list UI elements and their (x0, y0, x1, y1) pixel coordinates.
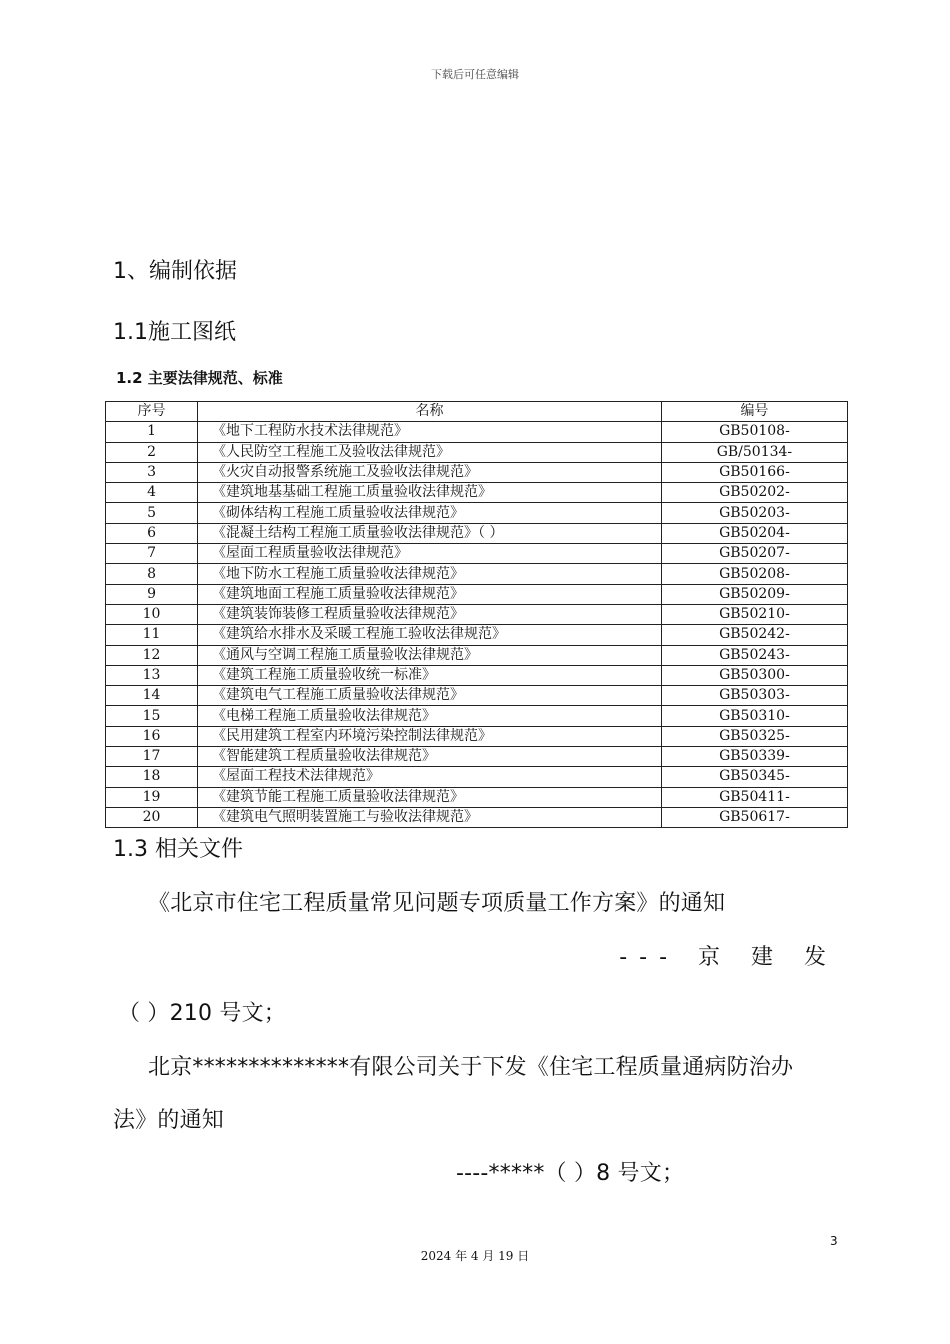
table-cell-seq: 1 (106, 422, 198, 442)
table-row (106, 625, 848, 645)
table-cell-code: GB50242- (661, 625, 847, 645)
table-cell-seq: 4 (106, 483, 198, 503)
table-cell-name: 《民用建筑工程室内环境污染控制法律规范》 (198, 726, 662, 746)
table-cell-code: GB50202- (661, 483, 847, 503)
related-doc-1-issuer: --- 京 建 发 (619, 945, 838, 970)
column-header-code: 编号 (661, 402, 847, 422)
table-cell-code: GB50617- (661, 807, 847, 827)
table-cell-code: GB50345- (661, 767, 847, 787)
table-body (106, 422, 848, 828)
table-cell-code: GB50203- (661, 503, 847, 523)
table-cell-code: GB50108- (661, 422, 847, 442)
table-row (106, 665, 848, 685)
table-cell-name: 《建筑工程施工质量验收统一标准》 (198, 665, 662, 685)
table-cell-name: 《建筑地基基础工程施工质量验收法律规范》 (198, 483, 662, 503)
table-row (106, 747, 848, 767)
table-row (106, 483, 848, 503)
table-cell-name: 《建筑节能工程施工质量验收法律规范》 (198, 787, 662, 807)
table-cell-name: 《火灾自动报警系统施工及验收法律规范》 (198, 462, 662, 482)
table-row (106, 767, 848, 787)
related-doc-1-title: 《北京市住宅工程质量常见问题专项质量工作方案》的通知 (148, 891, 726, 916)
table-cell-seq: 10 (106, 604, 198, 624)
table-cell-seq: 14 (106, 686, 198, 706)
section-heading-1-3: 1.3 相关文件 (113, 837, 243, 862)
table-cell-name: 《建筑地面工程施工质量验收法律规范》 (198, 584, 662, 604)
table-row (106, 462, 848, 482)
table-cell-seq: 7 (106, 544, 198, 564)
table-cell-code: GB50210- (661, 604, 847, 624)
table-row (106, 442, 848, 462)
table-cell-name: 《建筑电气工程施工质量验收法律规范》 (198, 686, 662, 706)
table-cell-name: 《砌体结构工程施工质量验收法律规范》 (198, 503, 662, 523)
table-cell-code: GB50310- (661, 706, 847, 726)
table-row (106, 706, 848, 726)
footer-date: 2024 年 4 月 19 日 (420, 1249, 530, 1263)
table-cell-seq: 16 (106, 726, 198, 746)
section-heading-1: 1、编制依据 (113, 259, 237, 284)
table-row (106, 807, 848, 827)
page-number: 3 (830, 1234, 838, 1248)
table-row (106, 726, 848, 746)
table-row (106, 584, 848, 604)
table-cell-seq: 5 (106, 503, 198, 523)
table-row (106, 544, 848, 564)
table-cell-name: 《地下防水工程施工质量验收法律规范》 (198, 564, 662, 584)
table-cell-seq: 13 (106, 665, 198, 685)
table-row (106, 564, 848, 584)
table-row (106, 523, 848, 543)
table-cell-code: GB50325- (661, 726, 847, 746)
table-cell-seq: 15 (106, 706, 198, 726)
table-cell-name: 《混凝土结构工程施工质量验收法律规范》（ ） (198, 523, 662, 543)
table-cell-code: GB50207- (661, 544, 847, 564)
table-cell-seq: 12 (106, 645, 198, 665)
table-cell-code: GB50300- (661, 665, 847, 685)
table-row (106, 422, 848, 442)
table-cell-code: GB50204- (661, 523, 847, 543)
section-heading-1-2: 1.2 主要法律规范、标准 (116, 369, 283, 387)
table-cell-seq: 3 (106, 462, 198, 482)
related-doc-2-title-cont: 法》的通知 (113, 1108, 225, 1133)
column-header-name: 名称 (198, 402, 662, 422)
table-cell-code: GB50208- (661, 564, 847, 584)
table-cell-seq: 18 (106, 767, 198, 787)
table-cell-name: 《屋面工程技术法律规范》 (198, 767, 662, 787)
table-row (106, 645, 848, 665)
table-row (106, 686, 848, 706)
table-cell-seq: 11 (106, 625, 198, 645)
table-cell-code: GB/50134- (661, 442, 847, 462)
table-cell-seq: 2 (106, 442, 198, 462)
table-cell-seq: 8 (106, 564, 198, 584)
table-cell-name: 《建筑给水排水及采暖工程施工验收法律规范》 (198, 625, 662, 645)
related-doc-1-number: （ ）210 号文； (118, 1001, 286, 1026)
table-row (106, 787, 848, 807)
table-cell-seq: 17 (106, 747, 198, 767)
table-cell-code: GB50166- (661, 462, 847, 482)
table-cell-seq: 6 (106, 523, 198, 543)
section-heading-1-1: 1.1施工图纸 (113, 320, 236, 345)
table-cell-name: 《智能建筑工程质量验收法律规范》 (198, 747, 662, 767)
related-doc-2-title: 北京**************有限公司关于下发《住宅工程质量通病防治办 (148, 1055, 794, 1080)
page-header-note: 下载后可任意编辑 (431, 68, 519, 81)
table-cell-seq: 9 (106, 584, 198, 604)
column-header-seq: 序号 (106, 402, 198, 422)
table-cell-code: GB50209- (661, 584, 847, 604)
table-cell-name: 《屋面工程质量验收法律规范》 (198, 544, 662, 564)
table-cell-name: 《通风与空调工程施工质量验收法律规范》 (198, 645, 662, 665)
table-cell-name: 《地下工程防水技术法律规范》 (198, 422, 662, 442)
table-cell-seq: 19 (106, 787, 198, 807)
table-cell-code: GB50411- (661, 787, 847, 807)
table-cell-code: GB50243- (661, 645, 847, 665)
table-row (106, 503, 848, 523)
table-cell-seq: 20 (106, 807, 198, 827)
table-cell-code: GB50339- (661, 747, 847, 767)
table-cell-name: 《建筑装饰装修工程质量验收法律规范》 (198, 604, 662, 624)
standards-table (105, 401, 848, 828)
related-doc-2-number: ----*****（ ）8 号文； (456, 1161, 685, 1186)
table-cell-name: 《电梯工程施工质量验收法律规范》 (198, 706, 662, 726)
table-cell-name: 《人民防空工程施工及验收法律规范》 (198, 442, 662, 462)
table-header-row (106, 402, 848, 422)
table-cell-name: 《建筑电气照明装置施工与验收法律规范》 (198, 807, 662, 827)
table-cell-code: GB50303- (661, 686, 847, 706)
table-row (106, 604, 848, 624)
